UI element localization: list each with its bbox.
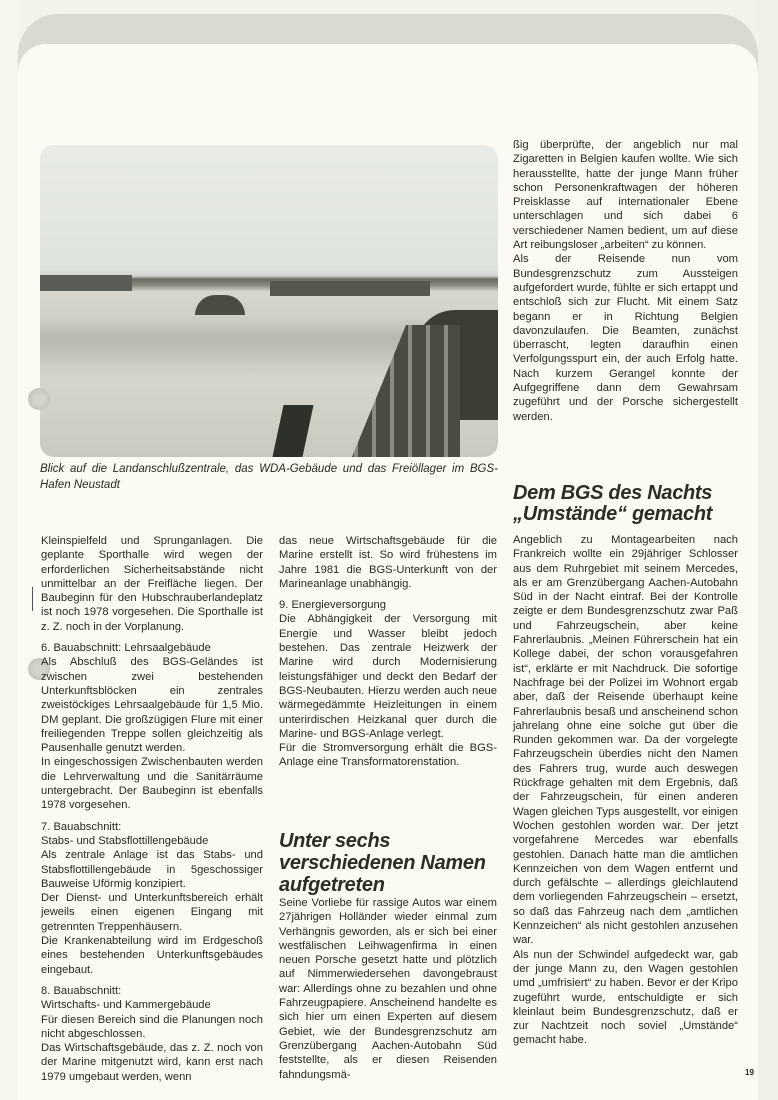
paragraph: In eingeschossigen Zwischenbauten werden die Lehrverwaltung und die Sanitärräume untergebracht. Der Baubeginn ist ebenfalls 1978 vorgesehen.	[41, 756, 263, 812]
paragraph: Der Dienst- und Unterkunftsbereich erhält jeweils einen eigenen Eingang mit getrennten Treppenhäusern.	[41, 892, 263, 933]
paragraph: Die Abhängigkeit der Versorgung mit Energie und Wasser bleibt jedoch bestehen. Das zentrale Heizwerk der Marine wird durch Modernisierung leistungsfähiger und deckt den Bedarf der BGS-Neubauten. Hierzu werden auch neue wärmegedämmte Heizleitungen in einem unterirdischen Heizkanal quer durch die Marine- und BGS-Anlage verlegt.	[279, 613, 497, 740]
article-headline-six-names: Unter sechs verschiedenen Namen aufgetreten	[279, 830, 486, 896]
paragraph: Als zentrale Anlage ist das Stabs- und Stabsflottillengebäude in 5geschossiger Bauweise Uförmig konzipiert.	[41, 849, 263, 890]
page-edge-left	[0, 0, 18, 1100]
paragraph: Für diesen Bereich sind die Planungen noch nicht abgeschlossen.	[41, 1013, 263, 1040]
photo-building-wda	[270, 281, 430, 296]
page-edge-right	[758, 0, 778, 1100]
article-body-umstaende	[513, 533, 738, 1048]
section-heading: 8. Bauabschnitt:	[41, 984, 122, 997]
construction-site-photo	[40, 145, 498, 457]
paragraph: Für die Stromversorgung erhält die BGS-Anlage eine Transformatorenstation.	[279, 742, 497, 769]
paragraph: ßig überprüfte, der angeblich nur mal Zigaretten in Belgien kaufen wollte. Wie sich herausstellte, hatte der junge Mann früher schon Personenkraftwagen der höheren Preisklasse auf internationaler Ebene unterschlagen und sich dabei 6 verschiedener Namen bedient, um auf diese Art reibungsloser „arbeiten“ zu können.	[513, 139, 738, 252]
section-heading: 7. Bauabschnitt:	[41, 820, 122, 833]
section-heading: 9. Energieversorgung	[279, 599, 386, 612]
margin-mark	[32, 587, 33, 611]
paragraph: Als Abschluß des BGS-Geländes ist zwischen zwei bestehenden Unterkunftsblöcken ein zentrales zweistöckiges Lehrsaalgebäude für 1,5 Mio. DM geplant. Die großzügigen Flure mit einer freiliegenden Treppe sollen gleichzeitig als Pausenhalle genutzt werden.	[41, 656, 263, 755]
section-subheading: Wirtschafts- und Kammergebäude	[41, 999, 211, 1012]
photo-caption: Blick auf die Landanschlußzentrale, das WDA-Gebäude und das Freiöllager im BGS-Hafen Neustadt	[40, 463, 498, 491]
paragraph: Als der Reisende nun vom Bundesgrenzschutz zum Aussteigen aufgefordert wurde, fühlte er sich ertappt und entschloß sich zur Flucht. Mit einem Satz begann er in Richtung Belgien davonzulaufen. Die Beamten, zunächst überrascht, legten daraufhin einen Verfolgungsspurt ein, der auch Erfolg hatte. Nach kurzem Gerangel konnte der Aufgegriffene dann dem Gewahrsam zugeführt und der Porsche sichergestellt werden.	[513, 253, 738, 423]
punch-hole	[28, 388, 50, 410]
photo-building-left	[40, 275, 132, 291]
photo-concrete-forms	[340, 325, 460, 457]
paragraph: Seine Vorliebe für rassige Autos war einem 27jährigen Holländer wieder einmal zum Verhängnis geworden, als er sich bei einer westfälischen Leihwagenfirma in einen neuen Porsche gesetzt hatte und plötzlich auf Nimmerwiedersehen davongebraust war: Allerdings ohne zu bezahlen und ohne Fahrzeugpapiere. Anscheinend handelte es sich hier um einen Experten auf diesem Gebiet, wie der Bundesgrenzschutz am Grenzübergang Aachen-Autobahn Süd feststellte, als er diesen Reisenden fahndungsmä-	[279, 897, 497, 1081]
paragraph: Angeblich zu Montagearbeiten nach Frankreich wollte ein 29jähriger Schlosser aus dem Ruhrgebiet mit seinem Mercedes, als er am Grenzübergang Aachen-Autobahn Süd in der Nacht eintraf. Bei der Kontrolle zeigte er dem Bundesgrenzschutz zwar Paß und Fahrzeugschein, aber keine Fahrerlaubnis. „Meinen Führerschein hat ein Kollege dabei, der schon vorausgefahren ist“, erklärte er mit Nachdruck. Die sofortige Nachfrage bei der Polizei im Wohnort ergab aber, daß der Reisende überhaupt keine Fahrerlaubnis besaß und anscheinend schon jahrelang ohne eine solche gut über die Runden gekommen war. Da der vorgelegte Fahrzeugschein überdies nicht den Namen des Fahrers trug, wurde auch deswegen Rückfrage gehalten mit dem Ergebnis, daß der Fahrzeugschein, für einen anderen Wagen gleichen Typs ausgestellt, vor einigen Wochen gestohlen worden war. Der jetzt vorgefahrene Mercedes war ebenfalls gestohlen. Danach hatte man die amtlichen Kennzeichen von dem Wagen entfernt und durch gefälschte – allerdings gleichlautend dem vorliegenden Fahrzeugschein – ersetzt, so daß das Fahrzeug nach dem „amtlichen Kennzeichen“ als nicht gestohlen anzusehen war.	[513, 534, 738, 947]
paragraph: Als nun der Schwindel aufgedeckt war, gab der junge Mann zu, den Wagen gestohlen umd „umfrisiert“ zu haben. Bevor er der Kripo zugeführt wurde, entschuldigte er sich kleinlaut beim Bundesgrenzschutz, daß er zur Nachtzeit noch soviel „Umstände“ gemacht habe.	[513, 948, 738, 1047]
column-3-continuation	[513, 138, 738, 424]
column-1	[41, 534, 263, 1084]
section-subheading: Stabs- und Stabsflottillengebäude	[41, 834, 209, 847]
page-number: 19	[745, 1068, 754, 1077]
photo-trench	[272, 405, 313, 457]
paragraph: Das Wirtschaftsgebäude, das z. Z. noch von der Marine mitgenutzt wird, kann erst nach 1979 umgebaut werden, wenn	[41, 1042, 263, 1083]
paragraph: Die Krankenabteilung wird im Erdgeschoß eines bestehenden Unterkunftsgebäudes eingebaut.	[41, 935, 263, 976]
section-heading: 6. Bauabschnitt: Lehrsaalgebäude	[41, 642, 211, 655]
article-body-six-names	[279, 896, 497, 1082]
column-2	[279, 534, 497, 770]
article-headline-umstaende: Dem BGS des Nachts „Umstände“ gemacht	[513, 482, 713, 525]
paragraph: Kleinspielfeld und Sprunganlagen. Die geplante Sporthalle wird wegen der erforderlichen Sicherheitsabstände nicht unmittelbar an der Freifläche liegen. Der Baubeginn für den Hubschrauberlandeplatz ist noch 1978 vorgesehen. Die Sporthalle ist z. Z. noch in der Vorplanung.	[41, 535, 263, 633]
paragraph: das neue Wirtschaftsgebäude für die Marine erstellt ist. So wird frühestens im Jahre 1981 die BGS-Unterkunft von der Marineanlage unabhängig.	[279, 535, 497, 590]
photo-sand-pile	[195, 295, 245, 315]
